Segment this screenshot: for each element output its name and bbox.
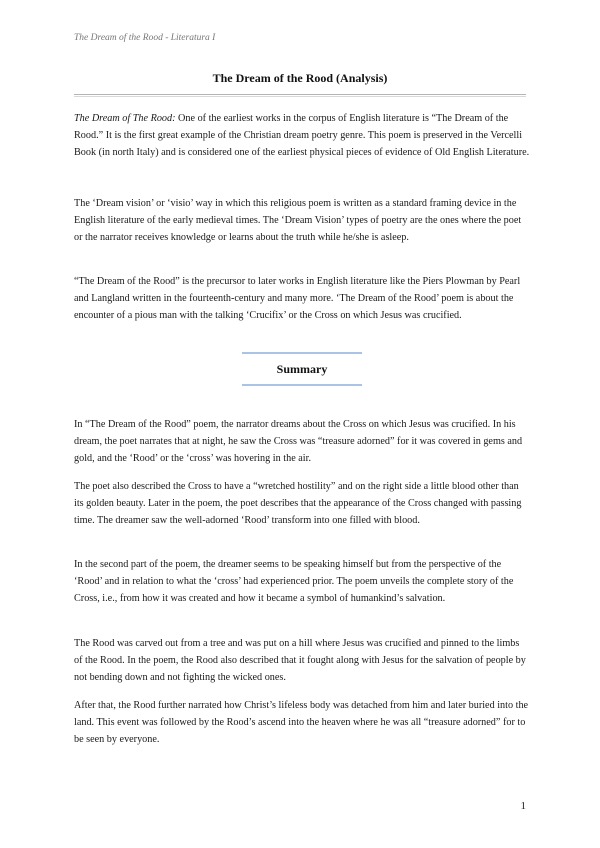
intro-paragraph-3: “The Dream of the Rood” is the precursor to later works in English literature like the Piers Plowman by Pearl and Langland written in the fourteenth-century and many more. ‘The Dream of the Rood’ poem is about the encounter of a pious man with the talking ‘Crucifix’ or the Cross on which Jesus was crucified. <box>74 276 521 321</box>
title-divider <box>74 94 526 97</box>
summary-heading: Summary <box>276 361 328 376</box>
intro-lead: The Dream of The Rood: <box>74 113 176 124</box>
intro-paragraph-1 <box>74 110 530 161</box>
page-number: 1 <box>520 800 526 812</box>
summary-paragraph-1: In “The Dream of the Rood” poem, the narrator dreams about the Cross on which Jesus was crucified. In his dream, the poet narrates that at night, he saw the Cross was “treasure adorned” for it was covered in gems and gold, and the ‘Rood’ or the ‘cross’ was hovering in the air. <box>74 419 523 464</box>
intro-text-1: One of the earliest works in the corpus of English literature is “The Dream of the Rood.” It is the first great example of the Christian dream poetry genre. This poem is preserved in the Vercelli Book (in north Italy) and is considered one of the earliest physical pieces of evidence of Old English Literature. <box>74 113 530 158</box>
running-header: The Dream of the Rood - Literatura I <box>74 33 216 43</box>
summary-paragraph-5: After that, the Rood further narrated how Christ’s lifeless body was detached from him and later buried into the land. This event was followed by the Rood’s ascend into the heaven where he was all “treasure adorned” for to be seen by everyone. <box>74 700 529 745</box>
summary-paragraph-4: The Rood was carved out from a tree and was put on a hill where Jesus was crucified and pinned to the limbs of the Rood. In the poem, the Rood also described that it fought along with Jesus for the salvation of people by not bending down and not fighting the wicked ones. <box>74 638 526 683</box>
summary-paragraph-2: The poet also described the Cross to have a “wretched hostility” and on the right side a little blood other than its golden beauty. Later in the poem, the poet describes that the appearance of the Cross changed with passing time. The dreamer saw the well-adorned ‘Rood’ transform into one filled with blood. <box>74 481 522 526</box>
intro-paragraph-2: The ‘Dream vision’ or ‘visio’ way in which this religious poem is written as a standard framing device in the English literature of the early medieval times. The ‘Dream Vision’ types of poetry are the ones where the poet or the narrator receives knowledge or learns about the truth while he/she is asleep. <box>74 198 522 243</box>
summary-heading-box <box>242 352 362 386</box>
page-title: The Dream of the Rood (Analysis) <box>212 71 388 85</box>
summary-paragraph-3: In the second part of the poem, the dreamer seems to be speaking himself but from the perspective of the ‘Rood’ and in relation to what the ‘cross’ had experienced prior. The poem unveils the complete story of the Cross, i.e., from how it was created and how it became a symbol of humankind’s salvation. <box>74 559 514 604</box>
